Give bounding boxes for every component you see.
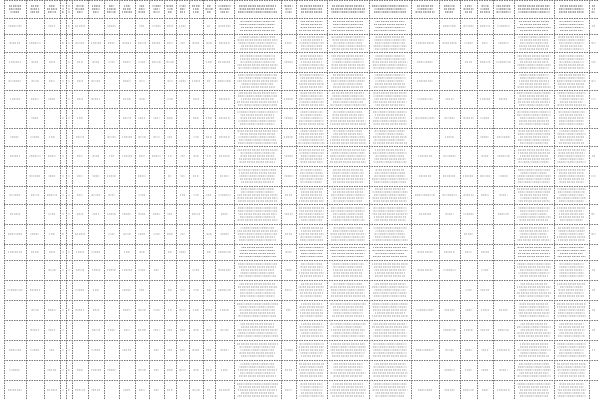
table-grid — [4, 0, 598, 400]
data-table-sheet — [4, 0, 598, 400]
cell-text-layer — [8, 6, 596, 396]
